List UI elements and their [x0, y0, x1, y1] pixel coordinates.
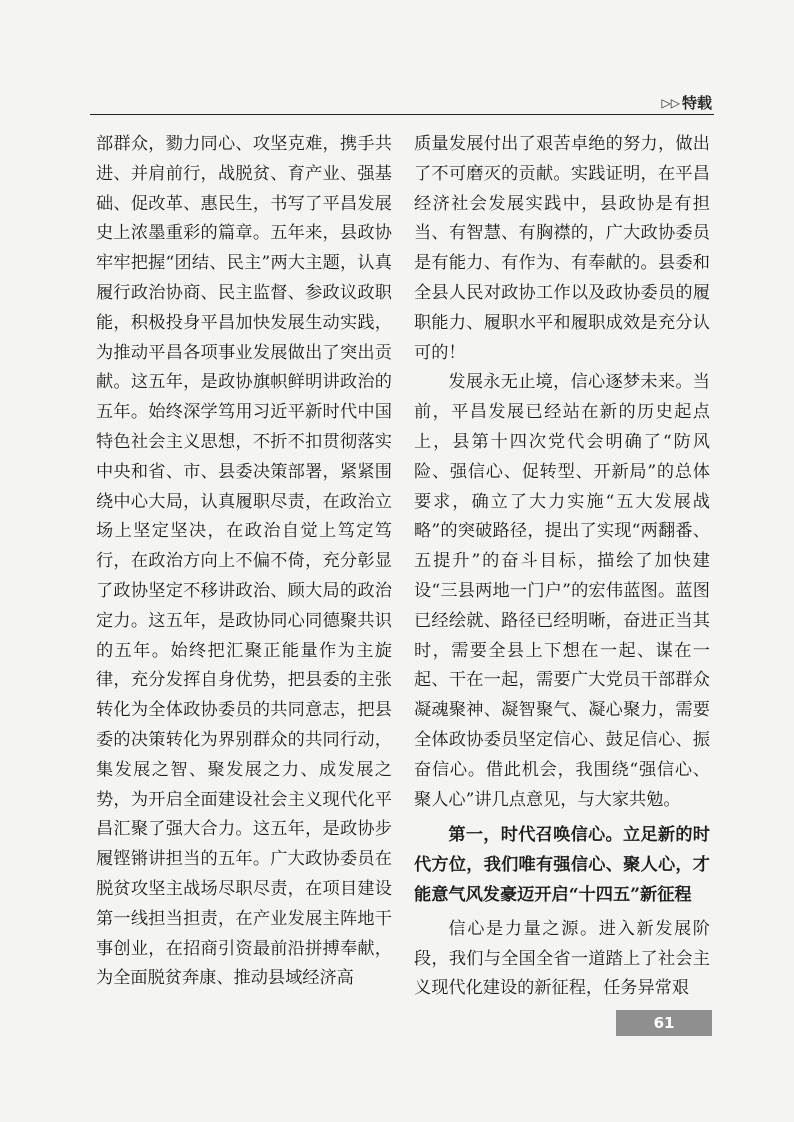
left-paragraph-1: 部群众，勠力同心、攻坚克难，携手共进、并肩前行，战脱贫、育产业、强基础、促改革、惠民生，书写了平昌发展史上浓墨重彩的篇章。五年来，县政协牢牢把握“团结、民主”两大主题，认真履行政治协商、民主监督、参政议政职能，积极投身平昌加快发展生动实践，为推动平昌各项事业发展做出了突出贡献。这五年，是政协旗帜鲜明讲政治的五年。始终深学笃用习近平新时代中国特色社会主义思想，不折不扣贯彻落实中央和省、市、县委决策部署，紧紧围绕中心大局，认真履职尽责，在政治立场上坚定坚决，在政治自觉上笃定笃行，在政治方向上不偏不倚，充分彰显了政协坚定不移讲政治、顾大局的政治定力。这五年，是政协同心同德聚共识的五年。始终把汇聚正能量作为主旋律，充分发挥自身优势，把县委的主张转化为全体政协委员的共同意志，把县委的决策转化为界别群众的共同行动，集发展之智、聚发展之力、成发展之势，为开启全面建设社会主义现代化平昌汇聚了强大合力。这五年，是政协步履铿锵讲担当的五年。广大政协委员在脱贫攻坚主战场尽职尽责，在项目建设第一线担当担责，在产业发展主阵地干事创业，在招商引资最前沿拼搏奉献，为全面脱贫奔康、推动县域经济高	[96, 134, 392, 989]
right-paragraph-2: 发展永无止境，信心逐梦未来。当前，平昌发展已经站在新的历史起点上，县第十四次党代会明确了“防风险、强信心、促转型、开新局”的总体要求，确立了大力实施“五大发展战略”的突破路径，提出了实现“两翻番、五提升”的奋斗目标，描绘了加快建设“三县两地一门户”的宏伟蓝图。蓝图已经绘就、路径已经明晰，奋进正当其时，需要全县上下想在一起、谋在一起、干在一起，需要广大党员干部群众凝魂聚神、凝智聚气、凝心聚力，需要全体政协委员坚定信心、鼓足信心、振奋信心。借此机会，我围绕“强信心、聚人心”讲几点意见，与大家共勉。	[414, 372, 710, 810]
left-column	[96, 130, 392, 994]
page-number: 61	[616, 1010, 712, 1036]
right-paragraph-3: 信心是力量之源。进入新发展阶段，我们与全国全省一道踏上了社会主义现代化建设的新征程，任务异常艰	[414, 918, 710, 999]
header-rule	[90, 114, 714, 115]
section-heading-1: 第一，时代召唤信心。立足新的时代方位，我们唯有强信心、聚人心，才能意气风发豪迈开启“十四五”新征程	[414, 825, 710, 905]
right-column	[414, 130, 710, 1004]
right-paragraph-1: 质量发展付出了艰苦卓绝的努力，做出了不可磨灭的贡献。实践证明，在平昌经济社会发展实践中，县政协是有担当、有智慧、有胸襟的，广大政协委员是有能力、有作为、有奉献的。县委和全县人民对政协工作以及政协委员的履职能力、履职水平和履职成效是充分认可的！	[414, 134, 710, 363]
section-tag	[662, 92, 712, 113]
triangle-right-icon: ▷▷	[661, 95, 680, 110]
section-label: 特载	[681, 94, 712, 112]
